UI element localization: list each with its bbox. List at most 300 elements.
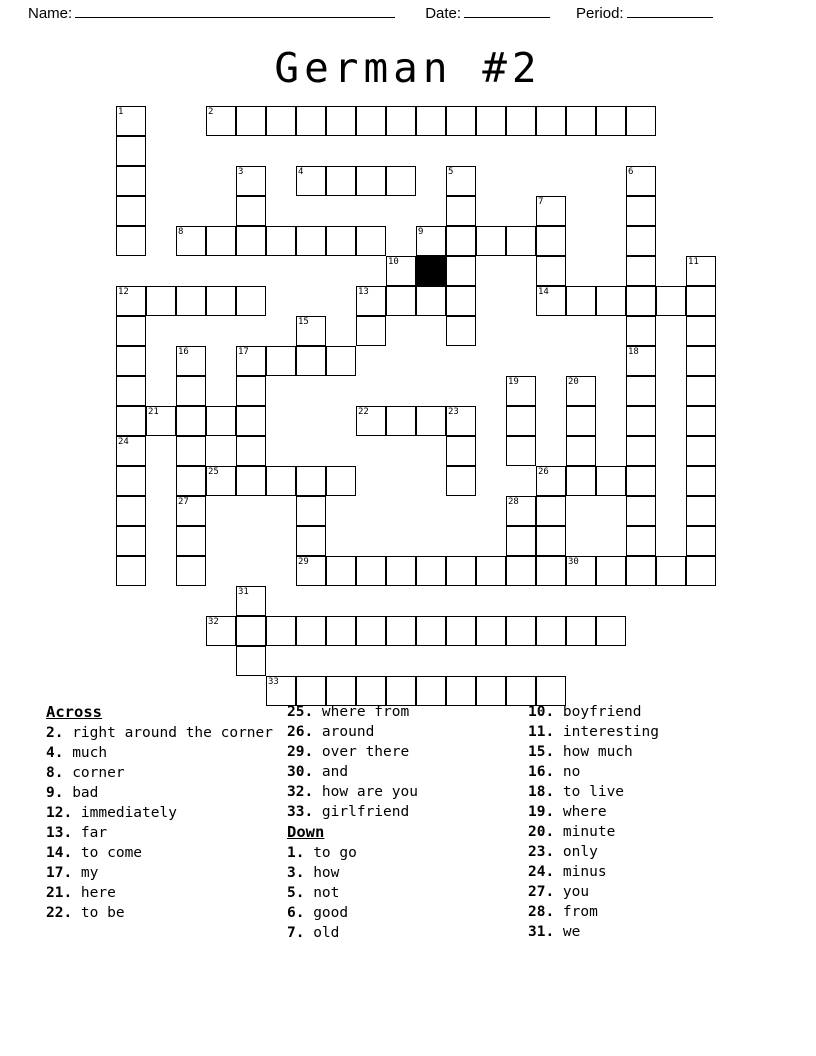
grid-cell[interactable] — [536, 256, 566, 286]
grid-cell[interactable] — [656, 286, 686, 316]
clue-text: around — [321, 724, 375, 740]
grid-cell-number: 32 — [208, 617, 219, 627]
clue-text: much — [72, 745, 108, 761]
grid-cell[interactable] — [326, 106, 356, 136]
grid-cell[interactable] — [266, 346, 296, 376]
grid-cell[interactable] — [146, 406, 176, 436]
crossword-grid[interactable] — [0, 106, 816, 696]
grid-cell[interactable] — [206, 226, 236, 256]
clue-text: right around the corner — [72, 725, 273, 741]
grid-cell[interactable] — [266, 226, 296, 256]
grid-cell[interactable] — [446, 556, 476, 586]
grid-cell[interactable] — [266, 106, 296, 136]
clue-number: 31. — [528, 924, 563, 940]
grid-cell[interactable] — [626, 196, 656, 226]
grid-cell[interactable] — [626, 286, 656, 316]
clue-item — [287, 782, 528, 802]
clue-number: 25. — [287, 704, 322, 720]
clue-number: 33. — [287, 804, 322, 820]
grid-cell[interactable] — [596, 106, 626, 136]
grid-cell[interactable] — [596, 286, 626, 316]
grid-cell[interactable] — [536, 526, 566, 556]
grid-cell[interactable] — [446, 436, 476, 466]
grid-cell[interactable] — [506, 106, 536, 136]
clue-text: minus — [562, 864, 607, 880]
clue-item — [46, 863, 287, 883]
grid-cell[interactable] — [446, 466, 476, 496]
grid-cell[interactable] — [356, 106, 386, 136]
crossword-grid-container — [0, 106, 816, 696]
grid-cell[interactable] — [626, 526, 656, 556]
grid-cell[interactable] — [266, 466, 296, 496]
grid-cell[interactable] — [326, 166, 356, 196]
clue-text: to be — [80, 905, 125, 921]
clue-number: 8. — [46, 765, 73, 781]
grid-cell[interactable] — [446, 106, 476, 136]
grid-cell[interactable] — [536, 556, 566, 586]
grid-cell-number: 30 — [568, 557, 579, 567]
clue-item — [528, 722, 778, 742]
grid-cell[interactable] — [176, 286, 206, 316]
grid-cell[interactable] — [356, 286, 386, 316]
grid-cell[interactable] — [686, 376, 716, 406]
grid-cell[interactable] — [236, 466, 266, 496]
grid-cell[interactable] — [206, 286, 236, 316]
clue-text: we — [562, 924, 581, 940]
down-heading: Down — [287, 823, 325, 841]
clue-item — [528, 862, 778, 882]
across-heading: Across — [46, 703, 102, 721]
grid-cell[interactable] — [326, 466, 356, 496]
grid-cell[interactable] — [116, 136, 146, 166]
grid-cell[interactable] — [566, 376, 596, 406]
grid-cell[interactable] — [116, 496, 146, 526]
grid-cell[interactable] — [536, 106, 566, 136]
clue-item — [46, 723, 287, 743]
clue-text: far — [80, 825, 108, 841]
grid-cell[interactable] — [236, 646, 266, 676]
clue-item — [46, 843, 287, 863]
grid-cell[interactable] — [446, 256, 476, 286]
grid-cell[interactable] — [116, 286, 146, 316]
grid-cell-number: 26 — [538, 467, 549, 477]
clue-number: 32. — [287, 784, 322, 800]
grid-cell[interactable] — [536, 496, 566, 526]
clue-item — [287, 883, 528, 903]
down-clue-list-part2 — [528, 702, 778, 942]
clue-number: 26. — [287, 724, 322, 740]
grid-cell[interactable] — [566, 406, 596, 436]
grid-cell[interactable] — [236, 586, 266, 616]
clue-text: boyfriend — [562, 704, 642, 720]
grid-cell[interactable] — [686, 466, 716, 496]
clue-number: 20. — [528, 824, 563, 840]
grid-cell[interactable] — [116, 226, 146, 256]
grid-cell[interactable] — [446, 616, 476, 646]
grid-cell[interactable] — [326, 346, 356, 376]
grid-cell[interactable] — [296, 316, 326, 346]
clue-item — [287, 923, 528, 943]
clue-item — [46, 883, 287, 903]
grid-cell-number: 31 — [238, 587, 249, 597]
grid-cell[interactable] — [176, 346, 206, 376]
grid-cell[interactable] — [446, 226, 476, 256]
grid-cell[interactable] — [626, 166, 656, 196]
grid-cell[interactable] — [296, 106, 326, 136]
clue-number: 16. — [528, 764, 563, 780]
grid-cell[interactable] — [206, 466, 236, 496]
grid-cell[interactable] — [206, 616, 236, 646]
grid-cell[interactable] — [206, 406, 236, 436]
grid-cell[interactable] — [446, 166, 476, 196]
grid-cell-number: 3 — [238, 167, 244, 177]
grid-cell-number: 16 — [178, 347, 189, 357]
grid-cell[interactable] — [506, 616, 536, 646]
grid-cell[interactable] — [116, 376, 146, 406]
grid-cell-number: 24 — [118, 437, 129, 447]
grid-cell[interactable] — [626, 466, 656, 496]
date-field[interactable] — [425, 4, 550, 22]
clue-item — [287, 843, 528, 863]
grid-cell[interactable] — [446, 316, 476, 346]
grid-cell[interactable] — [686, 436, 716, 466]
clue-number: 22. — [46, 905, 81, 921]
grid-cell[interactable] — [266, 616, 296, 646]
grid-cell[interactable] — [656, 556, 686, 586]
grid-cell[interactable] — [236, 346, 266, 376]
clue-text: where from — [321, 704, 410, 720]
clue-number: 3. — [287, 865, 314, 881]
grid-cell[interactable] — [116, 106, 146, 136]
clue-text: interesting — [562, 724, 659, 740]
clue-number: 13. — [46, 825, 81, 841]
clue-number: 2. — [46, 725, 73, 741]
clue-item — [46, 903, 287, 923]
grid-cell[interactable] — [176, 556, 206, 586]
grid-cell[interactable] — [236, 616, 266, 646]
grid-cell-number: 29 — [298, 557, 309, 567]
grid-cell[interactable] — [686, 556, 716, 586]
clue-text: girlfriend — [321, 804, 410, 820]
grid-cell[interactable] — [536, 466, 566, 496]
grid-cell[interactable] — [176, 376, 206, 406]
grid-cell[interactable] — [116, 316, 146, 346]
clue-number: 23. — [528, 844, 563, 860]
grid-cell[interactable] — [236, 406, 266, 436]
grid-cell[interactable] — [296, 226, 326, 256]
grid-cell-number: 14 — [538, 287, 549, 297]
clue-number: 5. — [287, 885, 314, 901]
grid-cell[interactable] — [686, 286, 716, 316]
grid-cell[interactable] — [116, 166, 146, 196]
grid-cell[interactable] — [176, 406, 206, 436]
grid-cell[interactable] — [236, 436, 266, 466]
clue-item — [46, 823, 287, 843]
grid-cell[interactable] — [536, 226, 566, 256]
grid-cell[interactable] — [296, 466, 326, 496]
grid-cell[interactable] — [626, 346, 656, 376]
grid-cell[interactable] — [626, 406, 656, 436]
clue-item — [287, 702, 528, 722]
grid-cell[interactable] — [566, 286, 596, 316]
grid-cell[interactable] — [506, 406, 536, 436]
grid-cell[interactable] — [416, 286, 446, 316]
across-clue-list-part2 — [287, 702, 528, 822]
grid-cell[interactable] — [506, 556, 536, 586]
grid-cell-number: 33 — [268, 677, 279, 687]
grid-cell[interactable] — [536, 196, 566, 226]
clue-number: 17. — [46, 865, 81, 881]
clue-number: 4. — [46, 745, 73, 761]
grid-cell[interactable] — [386, 106, 416, 136]
grid-cell[interactable] — [686, 526, 716, 556]
clue-text: my — [80, 865, 99, 881]
clue-number: 27. — [528, 884, 563, 900]
grid-cell[interactable] — [356, 316, 386, 346]
grid-cell[interactable] — [686, 496, 716, 526]
clue-number: 14. — [46, 845, 81, 861]
grid-cell[interactable] — [386, 256, 416, 286]
grid-cell-number: 22 — [358, 407, 369, 417]
grid-cell[interactable] — [176, 526, 206, 556]
grid-cell-number: 28 — [508, 497, 519, 507]
grid-cell[interactable] — [566, 436, 596, 466]
clue-text: over there — [321, 744, 410, 760]
period-field[interactable] — [576, 4, 713, 22]
grid-cell[interactable] — [356, 616, 386, 646]
grid-cell-number: 1 — [118, 107, 124, 117]
clue-number: 12. — [46, 805, 81, 821]
clue-item — [528, 882, 778, 902]
clue-item — [287, 722, 528, 742]
grid-cell-number: 19 — [508, 377, 519, 387]
clue-item — [528, 902, 778, 922]
date-blank-line[interactable] — [464, 4, 550, 18]
grid-cell[interactable] — [416, 556, 446, 586]
grid-cell[interactable] — [236, 106, 266, 136]
clue-number: 28. — [528, 904, 563, 920]
grid-cell[interactable] — [626, 106, 656, 136]
clue-text: you — [562, 884, 590, 900]
clue-item — [46, 783, 287, 803]
clue-text: where — [562, 804, 607, 820]
grid-cell[interactable] — [566, 556, 596, 586]
grid-cell[interactable] — [116, 346, 146, 376]
grid-cell[interactable] — [476, 616, 506, 646]
grid-cell[interactable] — [296, 166, 326, 196]
name-blank-line[interactable] — [75, 4, 395, 18]
clue-item — [46, 763, 287, 783]
clue-item — [287, 903, 528, 923]
grid-cell[interactable] — [236, 166, 266, 196]
grid-cell[interactable] — [686, 346, 716, 376]
grid-cell[interactable] — [356, 166, 386, 196]
period-label: Period: — [576, 5, 624, 22]
grid-cell-number: 10 — [388, 257, 399, 267]
clue-text: to live — [562, 784, 625, 800]
grid-cell[interactable] — [116, 556, 146, 586]
grid-cell[interactable] — [446, 406, 476, 436]
clue-text: to come — [80, 845, 143, 861]
clues-column-1 — [46, 702, 287, 943]
grid-cell[interactable] — [566, 106, 596, 136]
grid-cell[interactable] — [236, 376, 266, 406]
grid-cell[interactable] — [626, 496, 656, 526]
grid-cell-number: 9 — [418, 227, 424, 237]
grid-cell[interactable] — [236, 286, 266, 316]
clue-item — [46, 743, 287, 763]
clue-text: how much — [562, 744, 633, 760]
grid-cell[interactable] — [506, 226, 536, 256]
grid-cell[interactable] — [566, 616, 596, 646]
clue-number: 29. — [287, 744, 322, 760]
grid-cell-number: 21 — [148, 407, 159, 417]
clue-text: corner — [72, 765, 125, 781]
grid-cell[interactable] — [506, 436, 536, 466]
grid-cell-number: 7 — [538, 197, 544, 207]
grid-cell-number: 8 — [178, 227, 184, 237]
grid-cell[interactable] — [506, 496, 536, 526]
grid-cell[interactable] — [416, 226, 446, 256]
clue-number: 10. — [528, 704, 563, 720]
grid-cell[interactable] — [176, 226, 206, 256]
grid-cell[interactable] — [326, 556, 356, 586]
grid-cell[interactable] — [596, 556, 626, 586]
grid-cell[interactable] — [566, 466, 596, 496]
clue-item — [528, 922, 778, 942]
grid-cell[interactable] — [416, 406, 446, 436]
grid-cell[interactable] — [296, 526, 326, 556]
grid-cell[interactable] — [146, 286, 176, 316]
grid-cell[interactable] — [626, 316, 656, 346]
clue-text: not — [313, 885, 340, 901]
grid-cell[interactable] — [116, 196, 146, 226]
grid-cell[interactable] — [356, 406, 386, 436]
grid-cell[interactable] — [686, 406, 716, 436]
grid-cell[interactable] — [236, 226, 266, 256]
grid-cell[interactable] — [506, 526, 536, 556]
grid-cell[interactable] — [176, 436, 206, 466]
grid-cell[interactable] — [386, 286, 416, 316]
grid-cell[interactable] — [596, 616, 626, 646]
clue-number: 18. — [528, 784, 563, 800]
name-field[interactable] — [28, 4, 395, 22]
clue-text: only — [562, 844, 598, 860]
clue-text: no — [562, 764, 581, 780]
grid-cell[interactable] — [296, 496, 326, 526]
grid-cell[interactable] — [446, 196, 476, 226]
grid-cell-number: 27 — [178, 497, 189, 507]
grid-cell[interactable] — [206, 106, 236, 136]
grid-cell[interactable] — [236, 196, 266, 226]
grid-cell[interactable] — [506, 376, 536, 406]
grid-cell-number: 23 — [448, 407, 459, 417]
clue-number: 24. — [528, 864, 563, 880]
grid-cell[interactable] — [596, 466, 626, 496]
clue-item — [528, 802, 778, 822]
grid-cell[interactable] — [356, 556, 386, 586]
grid-cell[interactable] — [386, 406, 416, 436]
grid-cell[interactable] — [116, 526, 146, 556]
grid-cell-number: 12 — [118, 287, 129, 297]
grid-cell[interactable] — [296, 346, 326, 376]
clue-text: bad — [72, 785, 99, 801]
grid-cell[interactable] — [626, 256, 656, 286]
grid-cell[interactable] — [116, 436, 146, 466]
grid-cell[interactable] — [116, 466, 146, 496]
grid-cell[interactable] — [356, 226, 386, 256]
grid-cell[interactable] — [386, 616, 416, 646]
grid-cell[interactable] — [626, 376, 656, 406]
date-label: Date: — [425, 5, 462, 22]
clue-number: 7. — [287, 925, 314, 941]
clue-text: old — [313, 925, 340, 941]
grid-cell-blocked — [416, 256, 446, 286]
clue-text: immediately — [80, 805, 177, 821]
clue-item — [528, 842, 778, 862]
grid-cell[interactable] — [446, 286, 476, 316]
clue-item — [46, 803, 287, 823]
clue-item — [528, 702, 778, 722]
student-info-header — [0, 0, 816, 22]
grid-cell[interactable] — [416, 106, 446, 136]
grid-cell[interactable] — [686, 256, 716, 286]
grid-cell[interactable] — [686, 316, 716, 346]
grid-cell[interactable] — [626, 226, 656, 256]
clue-item — [287, 863, 528, 883]
grid-cell[interactable] — [536, 286, 566, 316]
clue-item — [287, 762, 528, 782]
clue-text: and — [321, 764, 349, 780]
clue-number: 9. — [46, 785, 73, 801]
clue-number: 11. — [528, 724, 563, 740]
grid-cell[interactable] — [476, 226, 506, 256]
grid-cell-number: 11 — [688, 257, 699, 267]
grid-cell[interactable] — [326, 226, 356, 256]
clue-text: how are you — [321, 784, 418, 800]
grid-cell[interactable] — [476, 106, 506, 136]
clue-text: from — [562, 904, 598, 920]
period-blank-line[interactable] — [627, 4, 713, 18]
clue-number: 21. — [46, 885, 81, 901]
clue-item — [287, 802, 528, 822]
grid-cell[interactable] — [476, 556, 506, 586]
clue-number: 30. — [287, 764, 322, 780]
clue-text: minute — [562, 824, 616, 840]
grid-cell[interactable] — [386, 556, 416, 586]
clue-number: 6. — [287, 905, 314, 921]
grid-cell[interactable] — [176, 466, 206, 496]
grid-cell-number: 25 — [208, 467, 219, 477]
grid-cell-number: 13 — [358, 287, 369, 297]
grid-cell[interactable] — [386, 166, 416, 196]
grid-cell[interactable] — [116, 406, 146, 436]
grid-cell[interactable] — [416, 616, 446, 646]
clue-number: 15. — [528, 744, 563, 760]
clues-section — [0, 696, 816, 943]
page-title: German #2 — [274, 44, 542, 92]
grid-cell[interactable] — [536, 616, 566, 646]
grid-cell[interactable] — [296, 616, 326, 646]
grid-cell[interactable] — [626, 436, 656, 466]
grid-cell[interactable] — [326, 616, 356, 646]
grid-cell[interactable] — [176, 496, 206, 526]
down-clue-list-part1 — [287, 843, 528, 943]
clue-text: how — [313, 865, 340, 881]
grid-cell-number: 5 — [448, 167, 454, 177]
grid-cell[interactable] — [296, 556, 326, 586]
grid-cell[interactable] — [626, 556, 656, 586]
